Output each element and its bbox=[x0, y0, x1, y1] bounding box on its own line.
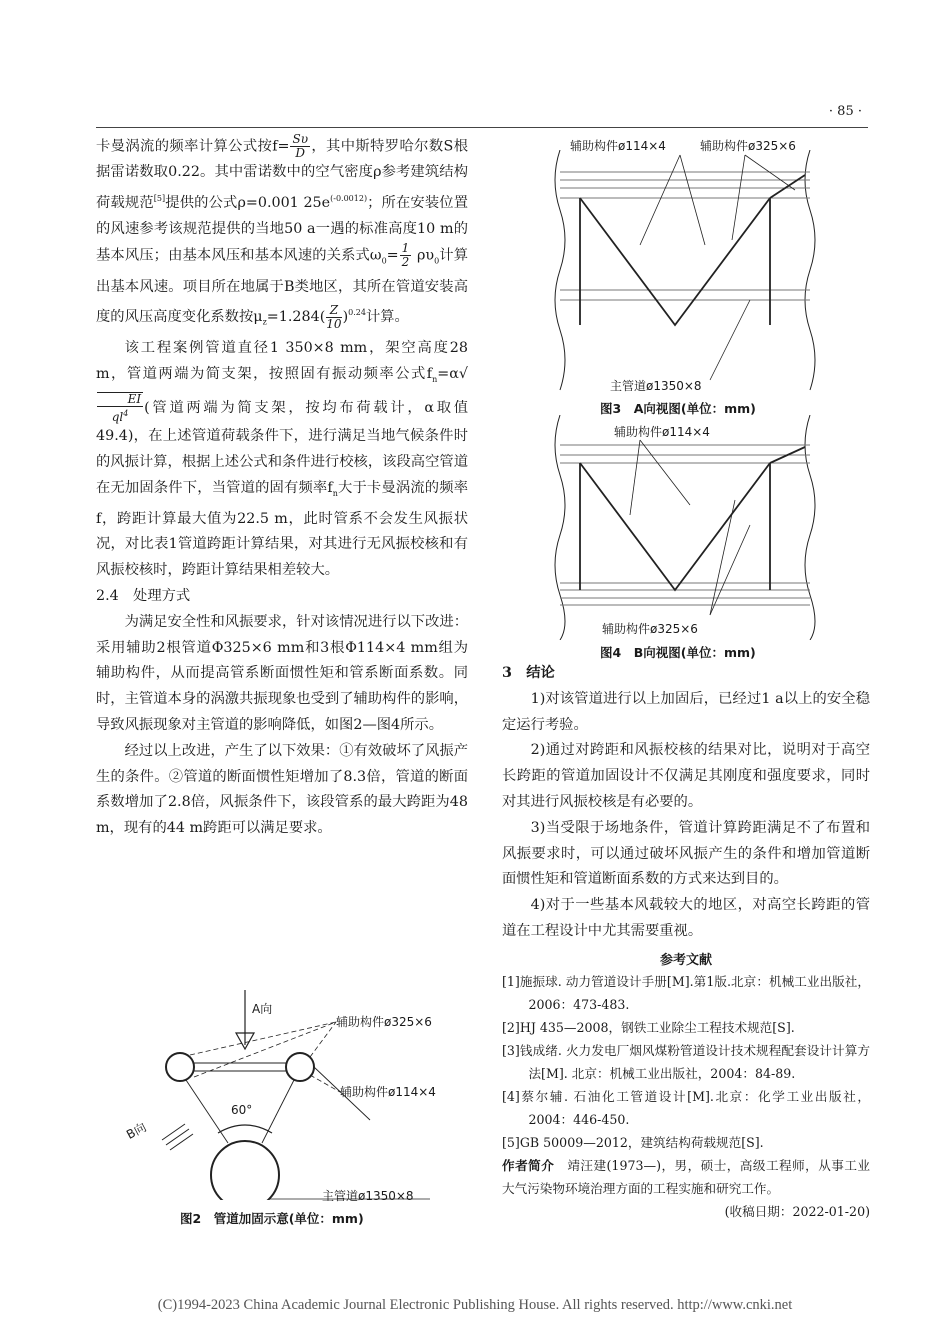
reference-item: [4]蔡尔辅. 石油化工管道设计[M].北京：化学工业出版社，2004：446-450. bbox=[502, 1088, 870, 1127]
break-line-right bbox=[805, 415, 815, 640]
leader-lines bbox=[630, 440, 750, 615]
references-title: 参考文献 bbox=[659, 952, 712, 968]
conclusion-4: 4)对于一些基本风载较大的地区，对高空长跨距的管道在工程设计中尤其需要重视。 bbox=[502, 897, 870, 939]
conclusion-3: 3)当受限于场地条件，管道计算跨距满足不了布置和风振要求时，可以通过破坏风振产生的条件和增加管道断面惯性矩和管道断面系数的方式来达到目的。 bbox=[502, 819, 870, 888]
fig2-caption: 图2 管道加固示意(单位：mm) bbox=[180, 1211, 364, 1226]
fig2-label-b: B向 bbox=[124, 1120, 149, 1142]
fraction-numerator: Z bbox=[326, 304, 341, 318]
subscript: 0 bbox=[434, 256, 440, 266]
fig2-label-325: 辅助构件ø325×6 bbox=[336, 1015, 432, 1029]
paragraph-effects: 经过以上改进，产生了以下效果：①有效破坏了风振产生的条件。②管道的断面惯性矩增加了8.3倍，管道的断面系数增加了2.8倍，风振条件下，该段管系的最大跨距为48 m，现有的44 m跨距可以满足要求。 bbox=[96, 742, 468, 837]
page-number: · 85 · bbox=[828, 104, 862, 119]
header-rule bbox=[96, 127, 868, 128]
text: 大于卡曼涡流的频率f，跨距计算最大值为22.5 m，此时管系不会发生风振状况，对比表1管道跨距计算结果，对其进行无风振校核和有风振校核时，跨距计算结果相差较大。 bbox=[96, 479, 468, 579]
author-bio-text: 靖汪建(1973—)，男，硕士，高级工程师，从事工业大气污染物环境治理方面的工程实施和研究工作。 bbox=[502, 1157, 870, 1196]
exponent: (-0.0012) bbox=[330, 194, 368, 204]
text: =α bbox=[437, 365, 459, 382]
break-line-left bbox=[555, 415, 565, 640]
height-fraction bbox=[326, 304, 341, 331]
paragraph-treatment: 为满足安全性和风振要求，针对该情况进行以下改进：采用辅助2根管道Φ325×6 mm和3根Φ114×4 mm组为辅助构件，从而提高管系断面惯性矩和管系断面系数。同时，主管道本身的涡激共振现象也受到了辅助构件的影响，导致风振现象对主管道的影响降低，如图2—图4所示。 bbox=[96, 613, 468, 733]
left-column bbox=[96, 133, 468, 842]
sqrt-symbol: √ bbox=[458, 365, 468, 382]
fig4-label-114: 辅助构件ø114×4 bbox=[614, 425, 710, 439]
reference-item: [1]施振球. 动力管道设计手册[M].第1版.北京：机械工业出版社，2006：473-483. bbox=[502, 973, 870, 1012]
brace-lines bbox=[186, 1063, 370, 1143]
fraction-denominator: 10 bbox=[326, 316, 342, 331]
pipe-lines bbox=[560, 445, 810, 605]
fig3-caption: 图3 A向视图(单位：mm) bbox=[600, 401, 756, 416]
fig4-label-325: 辅助构件ø325×6 bbox=[602, 622, 698, 636]
pipe-lines bbox=[560, 172, 810, 300]
angle-arc bbox=[218, 1125, 272, 1133]
figure-4-diagram bbox=[540, 415, 830, 640]
text: ρυ bbox=[412, 247, 435, 264]
conclusion-1: 1)对该管道进行以上加固后，已经过1 a以上的安全稳定运行考验。 bbox=[502, 690, 870, 733]
text: (管道两端为简支架，按均布荷载计，α取值49.4)，在上述管道荷载条件下，进行满足当地气候条件时的风振计算，根据上述公式和条件进行校核，该段高空管道在无加固条件下，当管道的固有频率f bbox=[96, 400, 468, 496]
author-bio-label: 作者简介 bbox=[502, 1157, 555, 1173]
text: 提供的公式ρ=0.001 25e bbox=[165, 194, 331, 211]
figure-3-diagram bbox=[540, 150, 830, 395]
main-pipe-1350 bbox=[211, 1141, 279, 1200]
text: ；所在安装位置的风速参考该规范提供的当地50 a一遇的标准高度10 m的基本风压；由基本风压和基本风速的关系式ω bbox=[96, 194, 469, 264]
right-column bbox=[502, 661, 870, 1223]
fig2-label-angle: 60° bbox=[231, 1103, 253, 1117]
truss-members bbox=[580, 447, 805, 590]
subscript: z bbox=[262, 318, 267, 328]
text: 计算。 bbox=[365, 309, 409, 326]
text: 卡曼涡流的频率计算公式按f= bbox=[96, 138, 290, 155]
fraction-denominator: D bbox=[295, 146, 306, 160]
paragraph-case-study bbox=[96, 336, 468, 584]
paragraph-karman-formula bbox=[96, 133, 468, 336]
subscript: 0 bbox=[381, 256, 387, 266]
fig2-label-a: A向 bbox=[252, 1002, 273, 1016]
fraction-numerator: 1 bbox=[401, 241, 410, 256]
fig4-caption: 图4 B向视图(单位：mm) bbox=[600, 645, 756, 660]
reference-item: [3]钱成绪. 火力发电厂烟风煤粉管道设计技术规程配套设计计算方法[M]. 北京：机械工业出版社，2004：84-89. bbox=[502, 1042, 870, 1081]
text: ，其中斯特罗哈尔数S根据雷诺数取0.22。其中雷诺数中的空气密度ρ参考建筑结构荷载规范 bbox=[96, 138, 468, 211]
fraction-numerator: Sυ bbox=[292, 132, 308, 146]
fraction-denominator: ql bbox=[111, 410, 124, 425]
half-fraction bbox=[400, 242, 412, 269]
section-heading-2-4: 2.4 处理方式 bbox=[96, 587, 191, 604]
text: = bbox=[386, 247, 399, 264]
text: 该工程案例管道直径1 350×8 mm，架空高度28 m，管道两端为简支架，按照固有振动频率公式f bbox=[96, 339, 468, 382]
citation: [5] bbox=[153, 194, 166, 204]
subscript: n bbox=[332, 488, 338, 498]
received-date: (收稿日期：2022-01-20) bbox=[724, 1203, 870, 1219]
fraction-denominator: 2 bbox=[401, 255, 410, 270]
fig3-label-main: 主管道ø1350×8 bbox=[610, 379, 702, 393]
text: =1.284( bbox=[266, 309, 326, 326]
subscript: n bbox=[432, 374, 438, 384]
strouhal-fraction bbox=[290, 133, 310, 160]
author-bio bbox=[502, 1154, 870, 1200]
section-heading-3: 3 结论 bbox=[502, 665, 555, 681]
break-line-left bbox=[555, 150, 565, 390]
break-line-right bbox=[805, 150, 815, 390]
exponent: 0.24 bbox=[348, 308, 366, 318]
reference-item: [5]GB 50009—2012，建筑结构荷载规范[S]. bbox=[502, 1134, 764, 1150]
text: 计算出基本风速。项目所在地属于B类地区，其所在管道安装高度的风压高度变化系数按μ bbox=[96, 247, 468, 326]
pipe-325-right bbox=[286, 1053, 314, 1081]
fig3-label-325: 辅助构件ø325×6 bbox=[700, 139, 796, 153]
fig2-label-114: 辅助构件ø114×4 bbox=[340, 1085, 436, 1099]
exponent: 4 bbox=[123, 409, 129, 419]
pipe-325-left bbox=[166, 1053, 194, 1081]
text: ) bbox=[342, 309, 349, 326]
copyright-footer: (C)1994-2023 China Academic Journal Electronic Publishing House. All rights reserved. http://www.cnki.net bbox=[157, 1297, 793, 1313]
dashed-leaders bbox=[190, 1022, 340, 1092]
conclusion-2: 2)通过对跨距和风振校核的结果对比，说明对于高空长跨距的管道加固设计不仅满足其刚度和强度要求，同时对其进行风振校核是有必要的。 bbox=[502, 742, 870, 810]
fig3-label-114: 辅助构件ø114×4 bbox=[570, 139, 666, 153]
ei-fraction bbox=[97, 392, 143, 424]
fraction-numerator: EI bbox=[97, 393, 143, 407]
fig2-label-main: 主管道ø1350×8 bbox=[322, 1189, 414, 1203]
b-direction-arrows bbox=[162, 1124, 193, 1150]
reference-item: [2]HJ 435—2008，钢铁工业除尘工程技术规范[S]. bbox=[502, 1019, 795, 1035]
